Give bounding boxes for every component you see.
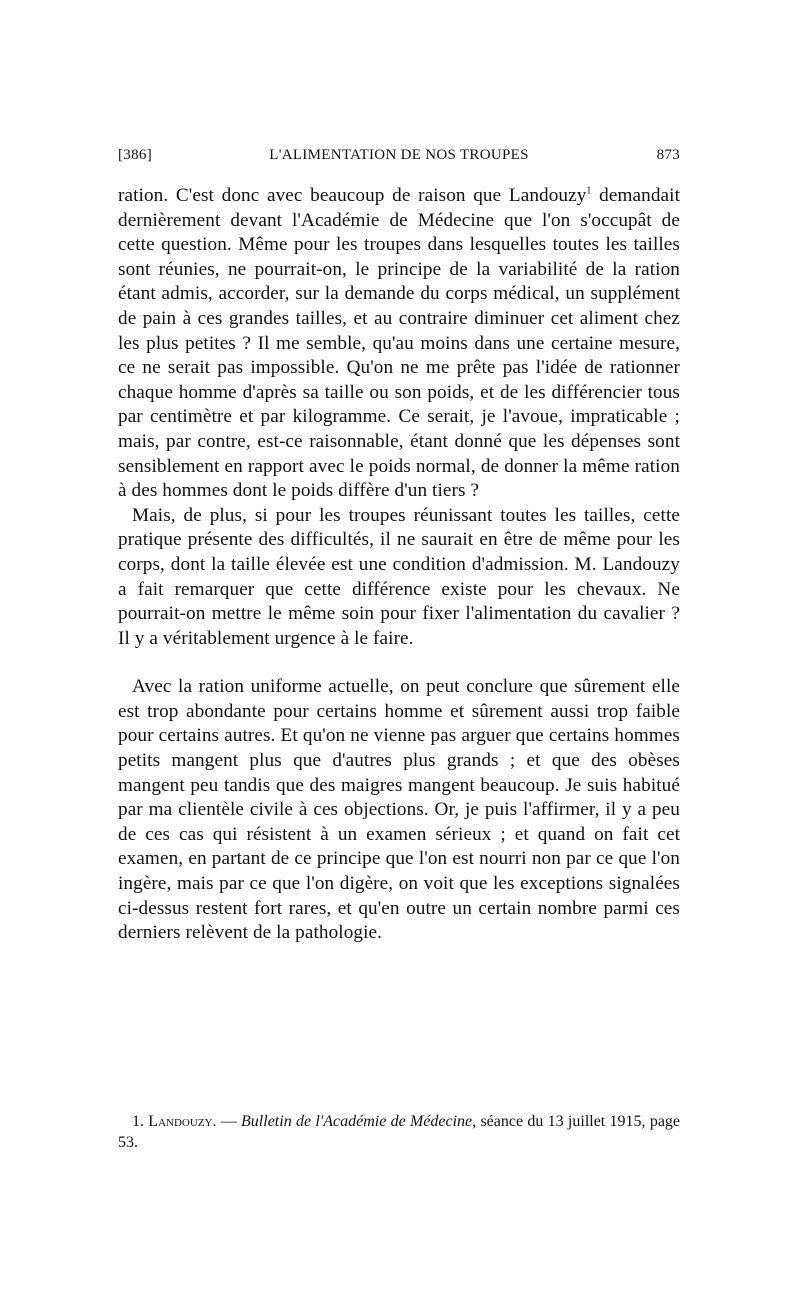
- body-text: [118, 184, 680, 946]
- paragraph-3: Avec la ration uniforme actuelle, on peut conclure que sûrement elle est trop abondante pour certains homme et sûrement aussi trop faible pour certains autres. Et qu'on ne vienne pas arguer que certains hommes petits mangent plus que d'autres plus grands ; et que des obèses mangent peu tandis que des maigres mangent beaucoup. Je suis habitué par ma clientèle civile à ces objections. Or, je puis l'affirmer, il y a peu de ces cas qui résistent à un examen sérieux ; et quand on fait cet examen, en partant de ce principe que l'on est nourri non par ce que l'on ingère, mais par ce que l'on digère, on voit que les exceptions signalées ci-dessus restent fort rares, et qu'en outre un certain nombre parmi ces derniers relèvent de la pathologie.: [118, 676, 680, 944]
- running-title: L'ALIMENTATION DE NOS TROUPES: [269, 147, 529, 163]
- footnote-details: , séance du 13 juillet 1915, page 53.: [118, 1113, 681, 1151]
- paragraph-1: [118, 184, 680, 504]
- footnote-number: 1.: [132, 1113, 144, 1130]
- footnote: [118, 1111, 680, 1153]
- paragraph-1-continued: demandait dernièrement devant l'Académie de Médecine que l'on s'occupât de cette question. Même pour les troupes dans lesquelles toutes les tailles sont réunies, ne pourrait-on, le principe de la variabilité de la ration étant admis, accorder, sur la demande du corps médical, un supplément de pain à ces grandes tailles, et au contraire diminuer cet aliment chez les plus petites ? Il me semble, qu'au moins dans une certaine mesure, ce ne serait pas impossible. Qu'on ne me prête pas l'idée de rationner chaque homme d'après sa taille ou son poids, et de les différencier tous par centimètre et par kilogramme. Ce serait, je l'avoue, impraticable ; mais, par contre, est-ce raisonnable, étant donné que les dépenses sont sensiblement en rapport avec le poids normal, de donner la même ration à des hommes dont le poids diffère d'un tiers ?: [118, 185, 680, 502]
- footnote-dash: —: [216, 1113, 242, 1130]
- footnote-journal: Bulletin de l'Académie de Médecine: [241, 1113, 473, 1130]
- paragraph-2: Mais, de plus, si pour les troupes réunissant toutes les tailles, cette pratique présente des difficultés, il ne saurait en être de même pour les corps, dont la taille élevée est une condition d'admission. M. Landouzy a fait remarquer que cette différence existe pour les chevaux. Ne pourrait-on mettre le même soin pour fixer l'alimentation du cavalier ? Il y a véritablement urgence à le faire.: [118, 504, 680, 649]
- running-header: [118, 147, 680, 171]
- footnote-marker[interactable]: 1: [586, 185, 592, 197]
- page-number: 873: [656, 147, 680, 163]
- page-reference: [386]: [118, 147, 152, 163]
- footnote-author: Landouzy.: [148, 1113, 217, 1130]
- paragraph-1-text: ration. C'est donc avec beaucoup de raison que Landouzy: [118, 185, 587, 206]
